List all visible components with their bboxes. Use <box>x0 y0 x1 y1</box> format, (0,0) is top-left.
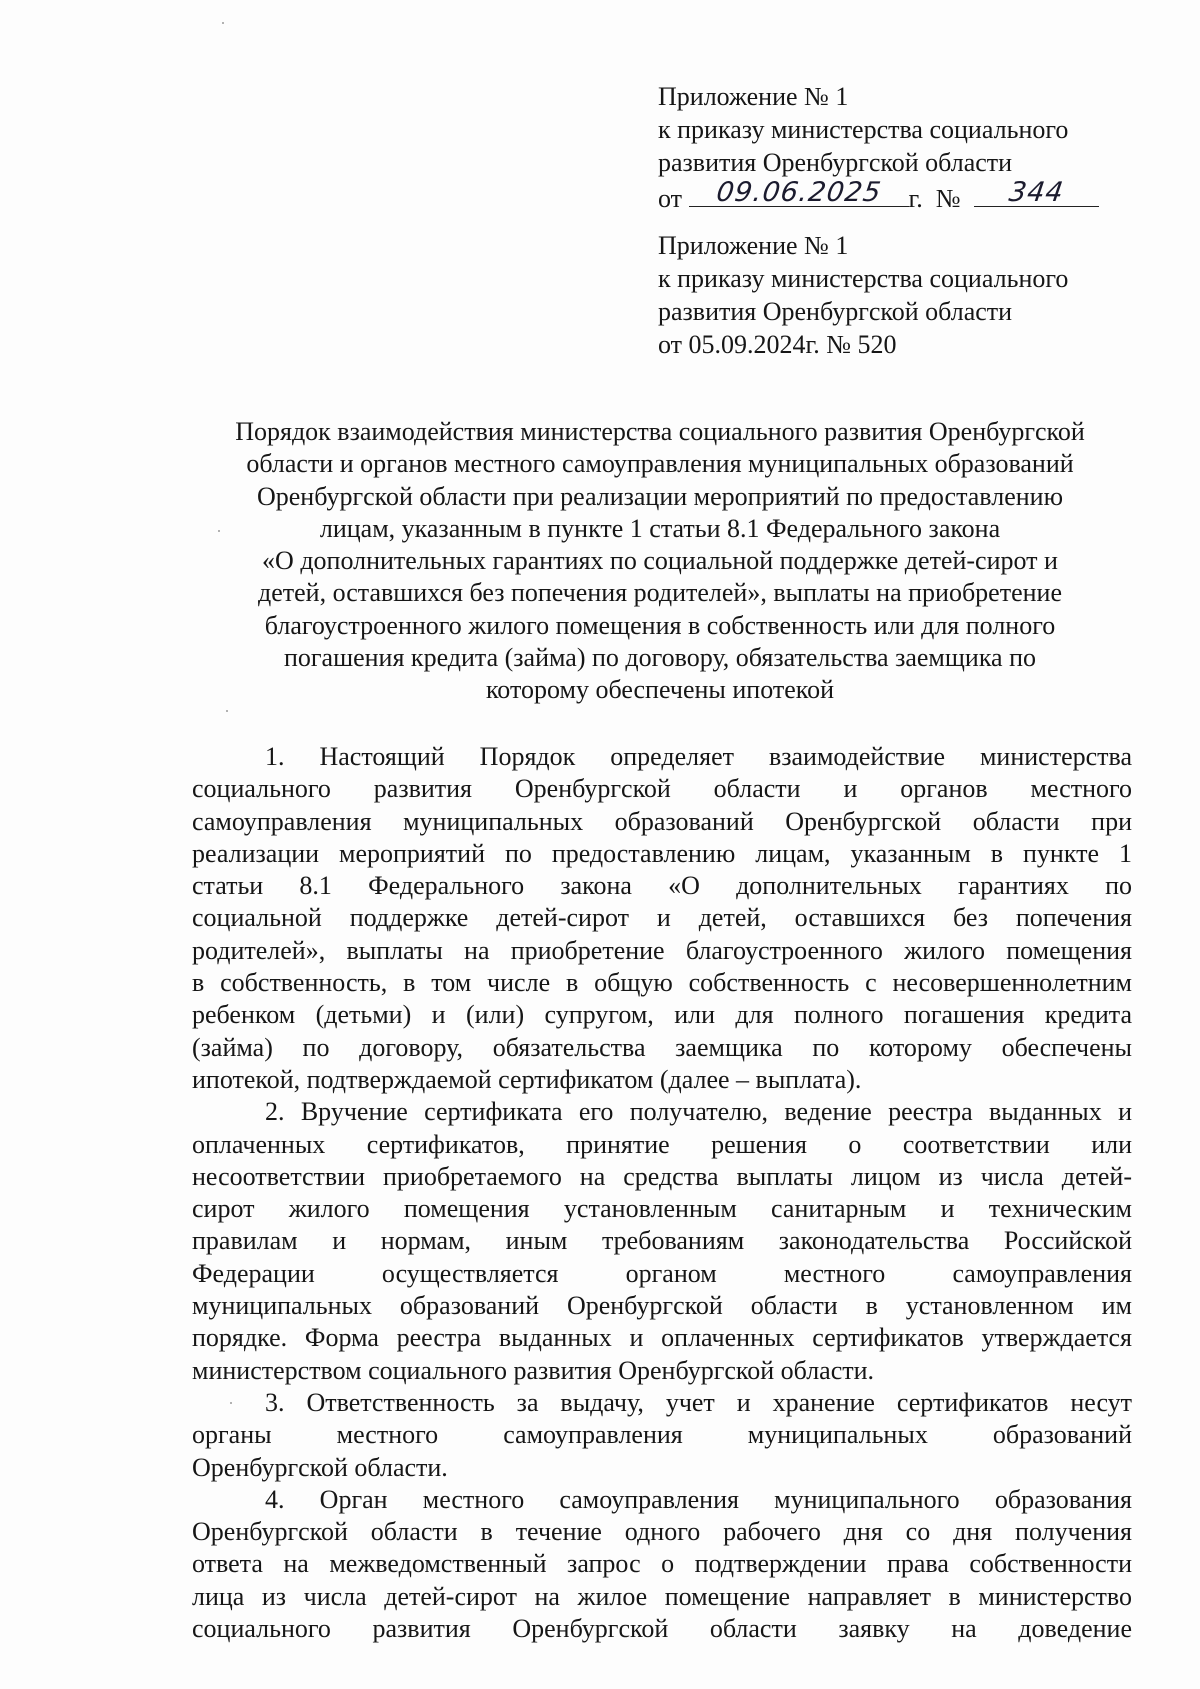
handwritten-date: 09.06.2025 <box>714 177 884 208</box>
paragraph-4-line: Оренбургской области в течение одного рабочего дня со дня получения <box>192 1517 1132 1547</box>
appendix-order-ref: к приказу министерства социального <box>658 115 1069 144</box>
document-title <box>180 416 1140 707</box>
paragraph-2-line: правилам и нормам, иным требованиям законодательства Российской <box>192 1226 1132 1256</box>
paragraph-2-line: несоответствии приобретаемого на средства выплаты лицом из числа детей- <box>192 1161 1132 1191</box>
scan-artifact <box>222 22 224 24</box>
number-prefix: № <box>935 184 961 213</box>
appendix-ministry: развития Оренбургской области <box>658 148 1013 177</box>
paragraph-1-line: (займа) по договору, обязательства заемщика по которому обеспечены <box>192 1032 1132 1062</box>
appendix-header-current <box>658 80 1128 215</box>
title-line: погашения кредита (займа) по договору, обязательства заемщика по <box>283 643 1037 673</box>
title-line: Оренбургской области при реализации мероприятий по предоставлению <box>256 481 1064 511</box>
paragraph-2-line: министерством социального развития Оренбургской области. <box>192 1355 875 1385</box>
paragraph-4-line: лица из числа детей-сирот на жилое помещение направляет в министерство <box>192 1581 1132 1611</box>
paragraph-2-line: оплаченных сертификатов, принятие решения о соответствии или <box>192 1129 1132 1159</box>
date-prefix: от <box>658 184 683 213</box>
paragraph-1-line: реализации мероприятий по предоставлению лицам, указанным в пункте 1 <box>192 838 1132 868</box>
title-line: Порядок взаимодействия министерства социального развития Оренбургской <box>235 417 1085 446</box>
paragraph-4-line: социального развития Оренбургской области заявку на доведение <box>192 1614 1132 1644</box>
paragraph-1-line: социальной поддержке детей-сирот и детей, оставшихся без попечения <box>192 903 1132 933</box>
appendix-header-previous <box>658 229 1128 361</box>
appendix-order-ref: к приказу министерства социального <box>658 264 1069 293</box>
paragraph-4-line: 4. Орган местного самоуправления муниципального образования <box>265 1484 1132 1514</box>
paragraph-1-line: ипотекой, подтверждаемой сертификатом (далее – выплата). <box>192 1064 862 1094</box>
appendix-title: Приложение № 1 <box>658 231 849 260</box>
appendix-ministry: развития Оренбургской области <box>658 297 1013 326</box>
paragraph-1-line: в собственность, в том числе в общую собственность с несовершеннолетним <box>192 968 1132 998</box>
paragraph-3-line: Оренбургской области. <box>192 1452 448 1482</box>
paragraph-1-line: ребенком (детьми) и (или) супругом, или для полного погашения кредита <box>192 1000 1132 1030</box>
paragraph-1-line: самоуправления муниципальных образований Оренбургской области при <box>192 806 1132 836</box>
paragraph-3-line: 3. Ответственность за выдачу, учет и хранение сертификатов несут <box>265 1387 1132 1417</box>
paragraph-4-line: ответа на межведомственный запрос о подтверждении права собственности <box>192 1549 1132 1579</box>
title-line: детей, оставшихся без попечения родителей», выплаты на приобретение <box>258 578 1062 608</box>
appendix-title: Приложение № 1 <box>658 82 849 111</box>
document-body <box>192 741 1132 1645</box>
paragraph-1-line: статьи 8.1 Федерального закона «О дополнительных гарантиях по <box>192 871 1132 901</box>
paragraph-1-line: родителей», выплаты на приобретение благоустроенного жилого помещения <box>192 935 1132 965</box>
title-line: которому обеспечены ипотекой <box>486 675 834 705</box>
scan-artifact <box>226 710 228 712</box>
handwritten-number: 344 <box>1006 177 1066 208</box>
date-field <box>689 179 909 207</box>
year-suffix: г. <box>908 184 923 213</box>
title-line: «О дополнительных гарантиях по социальной поддержке детей-сирот и <box>262 546 1058 576</box>
appendix-date-line <box>658 179 1128 215</box>
title-line: благоустроенного жилого помещения в собственность или для полного <box>264 610 1056 640</box>
paragraph-2-line: 2. Вручение сертификата его получателю, ведение реестра выданных и <box>265 1097 1132 1127</box>
paragraph-2-line: Федерации осуществляется органом местного самоуправления <box>192 1258 1132 1288</box>
title-line: лицам, указанным в пункте 1 статьи 8.1 Федерального закона <box>319 513 1001 543</box>
paragraph-1-line: социального развития Оренбургской области и органов местного <box>192 774 1132 804</box>
number-field <box>974 179 1099 207</box>
paragraph-3-line: органы местного самоуправления муниципальных образований <box>192 1420 1132 1450</box>
title-line: области и органов местного самоуправления муниципальных образований <box>246 449 1074 479</box>
paragraph-1-line: 1. Настоящий Порядок определяет взаимодействие министерства <box>265 742 1132 771</box>
appendix-date-number: от 05.09.2024г. № 520 <box>658 330 897 359</box>
paragraph-2-line: порядке. Форма реестра выданных и оплаченных сертификатов утверждается <box>192 1323 1132 1353</box>
paragraph-2-line: муниципальных образований Оренбургской области в установленном им <box>192 1291 1132 1321</box>
paragraph-2-line: сирот жилого помещения установленным санитарным и техническим <box>192 1194 1132 1224</box>
